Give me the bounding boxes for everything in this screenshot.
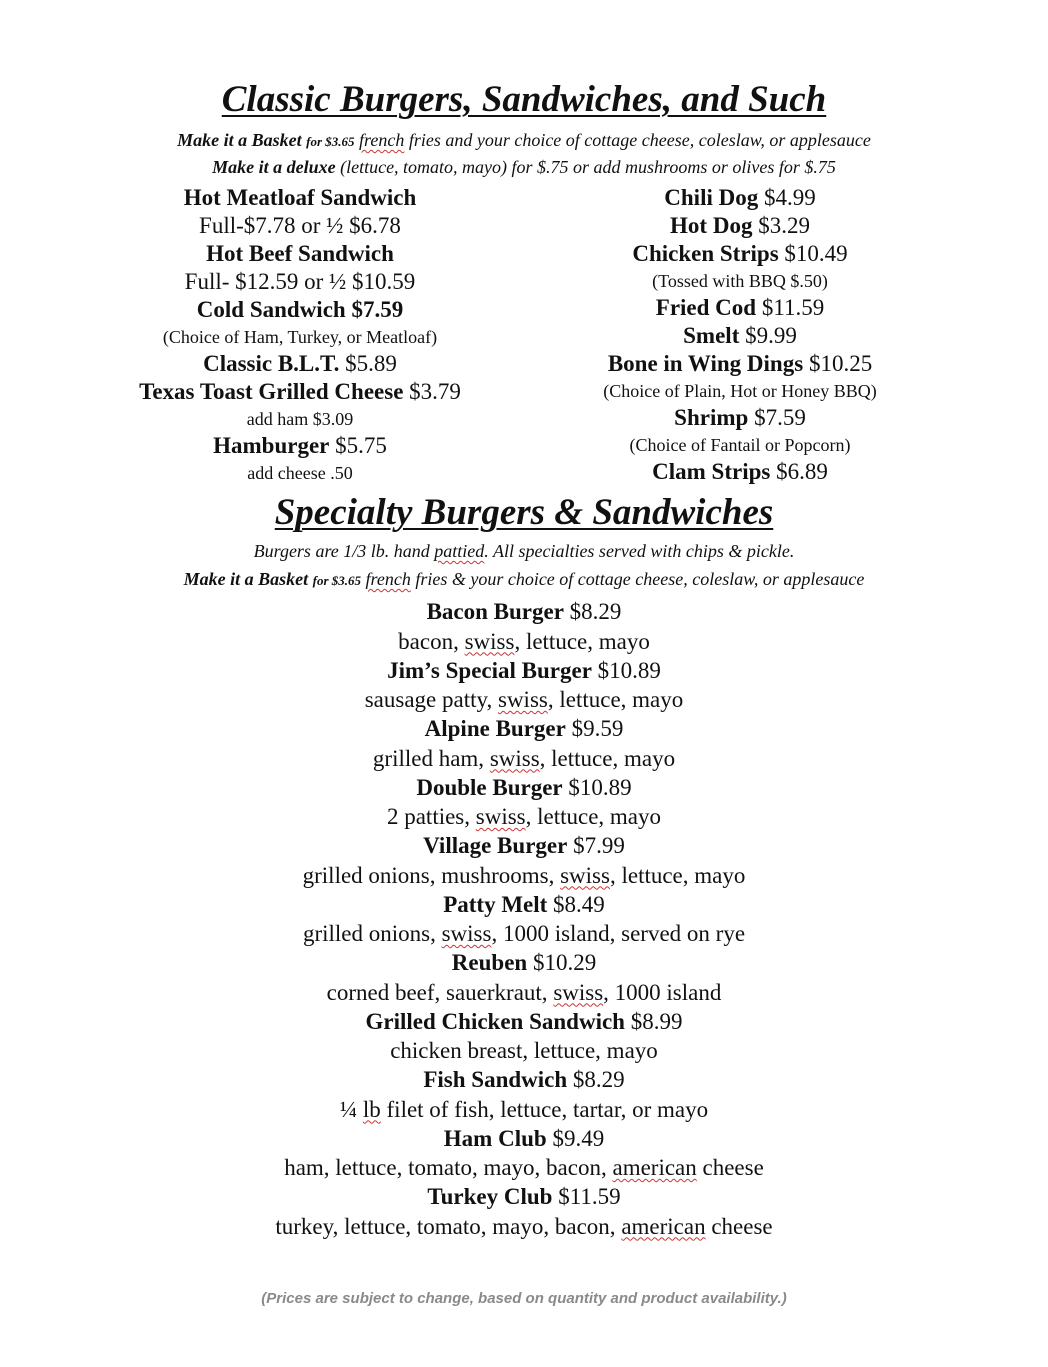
specialty-item-description bbox=[0, 685, 1048, 714]
specialty-basket-note bbox=[0, 569, 1048, 590]
classic-section-title: Classic Burgers, Sandwiches, and Such bbox=[221, 79, 827, 120]
desc-text: , 1000 island, served on rye bbox=[491, 921, 746, 946]
spellcheck-word: american bbox=[612, 1155, 697, 1180]
desc-text: sausage patty, bbox=[364, 687, 498, 712]
item-name: Clam Strips bbox=[652, 459, 771, 484]
specialty-item-title bbox=[0, 597, 1048, 627]
spellcheck-word: lb bbox=[362, 1096, 381, 1122]
specialty-item-title bbox=[0, 1124, 1048, 1154]
desc-text: ham, lettuce, tomato, mayo, bacon, bbox=[284, 1155, 613, 1180]
spellcheck-word: swiss bbox=[553, 979, 604, 1005]
spellcheck-word: french bbox=[359, 130, 405, 150]
item-price: $6.89 bbox=[770, 459, 828, 484]
menu-line bbox=[90, 240, 510, 268]
specialty-item-title bbox=[0, 714, 1048, 744]
item-name: Chicken Strips bbox=[632, 241, 779, 266]
deluxe-lead: Make it a deluxe bbox=[212, 157, 336, 177]
item-price: $10.89 bbox=[591, 657, 661, 683]
menu-line bbox=[530, 294, 950, 322]
specialty-item-description bbox=[0, 919, 1048, 948]
menu-line bbox=[90, 406, 510, 432]
price-disclaimer: (Prices are subject to change, based on quantity and product availability.) bbox=[261, 1290, 787, 1307]
desc-text: cheese bbox=[696, 1155, 764, 1180]
specialty-item-description bbox=[0, 744, 1048, 773]
specialty-item-description bbox=[0, 1036, 1048, 1065]
desc-text: chicken breast, lettuce, mayo bbox=[390, 1038, 658, 1063]
classic-left-column bbox=[90, 184, 510, 486]
item-price: $10.49 bbox=[778, 241, 848, 266]
menu-line bbox=[90, 378, 510, 406]
desc-text: , lettuce, mayo bbox=[609, 862, 746, 888]
specialty-item-description bbox=[0, 861, 1048, 890]
item-name: Smelt bbox=[683, 323, 740, 348]
item-name: Hamburger bbox=[213, 433, 330, 458]
item-name: Jim’s Special Burger bbox=[387, 657, 592, 683]
item-name: Fish Sandwich bbox=[423, 1067, 568, 1092]
specialty-item-title bbox=[0, 773, 1048, 803]
item-price: $7.99 bbox=[567, 833, 625, 858]
menu-line bbox=[90, 268, 510, 296]
item-price: Full- $12.59 or ½ $10.59 bbox=[184, 269, 416, 294]
menu-line bbox=[530, 240, 950, 268]
desc-text: turkey, lettuce, tomato, mayo, bacon, bbox=[275, 1213, 622, 1239]
item-price: $3.29 bbox=[752, 213, 810, 238]
specialty-item-description bbox=[0, 1095, 1048, 1124]
item-price: $9.49 bbox=[546, 1125, 605, 1151]
item-price: $4.99 bbox=[758, 185, 816, 210]
basket-price: for $3.65 bbox=[306, 134, 355, 149]
specialty-intro-note bbox=[0, 541, 1048, 562]
specialty-item-description bbox=[0, 627, 1048, 656]
item-price: $5.89 bbox=[339, 351, 397, 376]
desc-text: grilled ham, bbox=[372, 745, 490, 771]
item-price: add cheese .50 bbox=[247, 463, 353, 483]
menu-line bbox=[90, 460, 510, 486]
specialty-item-description bbox=[0, 1212, 1048, 1241]
item-price: $7.59 bbox=[748, 405, 806, 430]
item-price: $11.59 bbox=[756, 295, 825, 320]
item-price: $8.49 bbox=[547, 891, 605, 917]
desc-text: cheese bbox=[705, 1213, 773, 1239]
desc-text: , 1000 island bbox=[603, 979, 722, 1005]
menu-line bbox=[90, 184, 510, 212]
item-price: $3.79 bbox=[403, 379, 461, 404]
specialty-item-title bbox=[0, 1065, 1048, 1095]
menu-line bbox=[530, 184, 950, 212]
basket-lead: Make it a Basket bbox=[183, 569, 309, 589]
menu-line bbox=[90, 324, 510, 350]
item-name: Texas Toast Grilled Cheese bbox=[139, 379, 404, 404]
menu-line bbox=[90, 296, 510, 324]
item-name: Turkey Club bbox=[427, 1184, 553, 1209]
item-price: $9.99 bbox=[739, 323, 797, 348]
item-name: Double Burger bbox=[416, 774, 563, 800]
spellcheck-word: swiss bbox=[464, 628, 515, 654]
item-price: $5.75 bbox=[329, 433, 387, 458]
specialty-item-title bbox=[0, 890, 1048, 920]
specialty-item-description bbox=[0, 1153, 1048, 1182]
item-price: (Tossed with BBQ $.50) bbox=[652, 271, 828, 291]
spellcheck-word: pattied bbox=[434, 541, 485, 561]
specialty-item-title bbox=[0, 1182, 1048, 1212]
classic-basket-note bbox=[0, 130, 1048, 151]
basket-price: for $3.65 bbox=[312, 573, 361, 588]
item-name: Hot Dog bbox=[670, 213, 753, 238]
item-price: (Choice of Fantail or Popcorn) bbox=[629, 435, 851, 455]
desc-text: 2 patties, bbox=[386, 804, 476, 829]
menu-line bbox=[530, 404, 950, 432]
item-name: Cold Sandwich $7.59 bbox=[196, 297, 404, 322]
specialty-item-description bbox=[0, 978, 1048, 1007]
item-name: Patty Melt bbox=[443, 891, 548, 917]
basket-lead: Make it a Basket bbox=[177, 130, 302, 150]
specialty-items-list bbox=[0, 597, 1048, 1241]
menu-line bbox=[530, 432, 950, 458]
menu-line bbox=[90, 212, 510, 240]
menu-line bbox=[90, 432, 510, 460]
item-price: $10.89 bbox=[562, 774, 632, 800]
menu-line bbox=[530, 268, 950, 294]
menu-line bbox=[530, 212, 950, 240]
item-price: $8.29 bbox=[563, 599, 622, 624]
spellcheck-word: swiss bbox=[475, 804, 526, 829]
specialty-item-title bbox=[0, 1007, 1048, 1037]
menu-line bbox=[530, 458, 950, 486]
spellcheck-word: french bbox=[365, 569, 411, 589]
spellcheck-word: swiss bbox=[441, 921, 492, 946]
item-price: (Choice of Plain, Hot or Honey BBQ) bbox=[603, 381, 877, 401]
classic-deluxe-note bbox=[0, 157, 1048, 178]
item-name: Bone in Wing Dings bbox=[607, 351, 804, 376]
item-name: Hot Meatloaf Sandwich bbox=[183, 185, 417, 210]
item-name: Bacon Burger bbox=[426, 599, 564, 624]
specialty-item-title bbox=[0, 831, 1048, 861]
menu-line bbox=[90, 350, 510, 378]
desc-text: grilled onions, mushrooms, bbox=[302, 862, 561, 888]
item-name: Shrimp bbox=[674, 405, 749, 430]
specialty-item-title bbox=[0, 656, 1048, 686]
item-price: $8.29 bbox=[567, 1067, 625, 1092]
desc-text: filet of fish, lettuce, tartar, or mayo bbox=[380, 1096, 709, 1122]
desc-text: , lettuce, mayo bbox=[525, 804, 662, 829]
spellcheck-word: american bbox=[621, 1213, 706, 1239]
spellcheck-word: swiss bbox=[498, 687, 548, 712]
desc-text: , lettuce, mayo bbox=[514, 628, 650, 654]
item-price: $10.29 bbox=[527, 950, 597, 975]
item-price: $10.25 bbox=[803, 351, 873, 376]
item-name: Village Burger bbox=[423, 833, 568, 858]
item-name: Alpine Burger bbox=[424, 716, 566, 741]
classic-right-column bbox=[530, 184, 950, 486]
desc-text: ¼ bbox=[339, 1096, 363, 1122]
menu-line bbox=[530, 322, 950, 350]
item-price: $11.59 bbox=[552, 1184, 621, 1209]
intro-text-b: . All specialties served with chips & pickle. bbox=[484, 541, 795, 561]
item-price: (Choice of Ham, Turkey, or Meatloaf) bbox=[162, 327, 438, 347]
basket-text: fries & your choice of cottage cheese, coleslaw, or applesauce bbox=[410, 569, 865, 589]
deluxe-text: (lettuce, tomato, mayo) for $.75 or add mushrooms or olives for $.75 bbox=[335, 157, 836, 177]
specialty-item-title bbox=[0, 948, 1048, 978]
item-name: Chili Dog bbox=[664, 185, 759, 210]
desc-text: grilled onions, bbox=[302, 921, 442, 946]
desc-text: , lettuce, mayo bbox=[539, 745, 676, 771]
desc-text: , lettuce, mayo bbox=[547, 687, 684, 712]
item-name: Hot Beef Sandwich bbox=[206, 241, 394, 266]
desc-text: bacon, bbox=[398, 628, 465, 654]
item-price: add ham $3.09 bbox=[246, 409, 354, 429]
item-price: $9.59 bbox=[565, 716, 624, 741]
item-name: Grilled Chicken Sandwich bbox=[365, 1008, 625, 1034]
item-price: Full-$7.78 or ½ $6.78 bbox=[199, 213, 401, 238]
desc-text: corned beef, sauerkraut, bbox=[326, 979, 554, 1005]
item-name: Classic B.L.T. bbox=[203, 351, 340, 376]
item-price: $8.99 bbox=[624, 1008, 683, 1034]
menu-line bbox=[530, 378, 950, 404]
item-name: Reuben bbox=[451, 950, 528, 975]
intro-text-a: Burgers are 1/3 lb. hand bbox=[253, 541, 435, 561]
item-name: Ham Club bbox=[443, 1125, 547, 1151]
menu-line bbox=[530, 350, 950, 378]
specialty-item-description bbox=[0, 802, 1048, 831]
item-name: Fried Cod bbox=[655, 295, 757, 320]
specialty-section-title: Specialty Burgers & Sandwiches bbox=[274, 492, 774, 533]
spellcheck-word: swiss bbox=[560, 862, 610, 888]
spellcheck-word: swiss bbox=[489, 745, 540, 771]
basket-text: fries and your choice of cottage cheese, coleslaw, or applesauce bbox=[404, 130, 871, 150]
